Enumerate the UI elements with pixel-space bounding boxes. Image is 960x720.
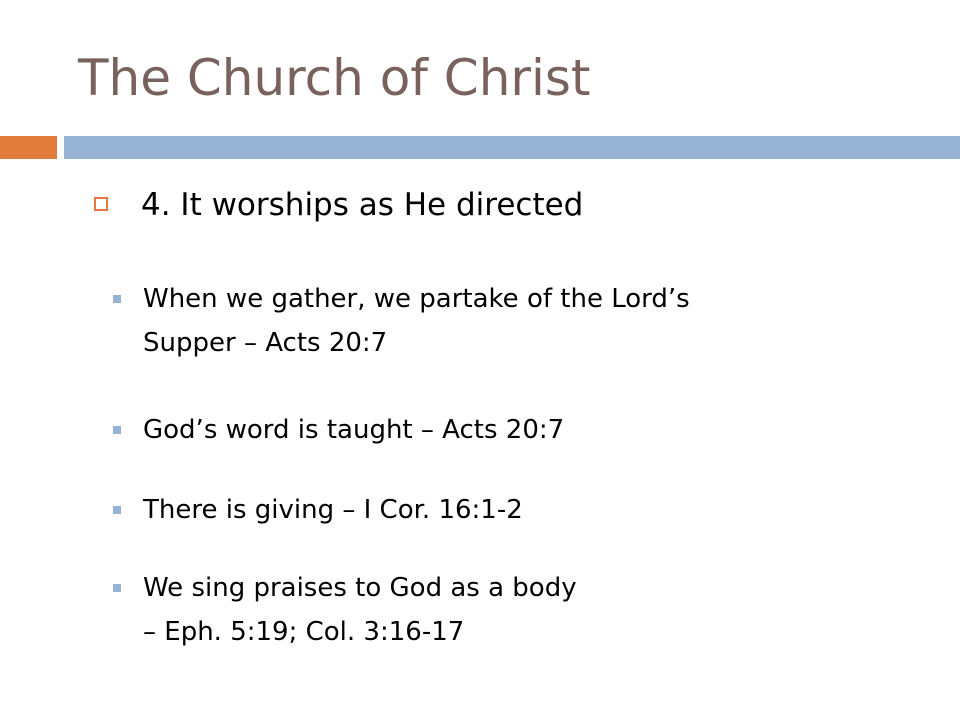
square-bullet-icon xyxy=(113,584,121,592)
subpoint-3-line-1: There is giving – I Cor. 16:1-2 xyxy=(143,495,523,525)
hollow-square-bullet-icon xyxy=(94,197,108,211)
square-bullet-icon xyxy=(113,295,121,303)
square-bullet-icon xyxy=(113,506,121,514)
subpoint-2-line-1: God’s word is taught – Acts 20:7 xyxy=(143,415,565,445)
slide-title: The Church of Christ xyxy=(78,49,591,107)
title-rule-accent xyxy=(0,136,57,159)
square-bullet-icon xyxy=(113,426,121,434)
subpoint-4-line-2: – Eph. 5:19; Col. 3:16-17 xyxy=(143,617,465,647)
title-rule xyxy=(64,136,960,159)
subpoint-1-line-1: When we gather, we partake of the Lord’s xyxy=(143,284,690,314)
subpoint-1-line-2: Supper – Acts 20:7 xyxy=(143,328,388,358)
subpoint-4-line-1: We sing praises to God as a body xyxy=(143,573,577,603)
bullet-main-text: 4. It worships as He directed xyxy=(141,187,584,223)
